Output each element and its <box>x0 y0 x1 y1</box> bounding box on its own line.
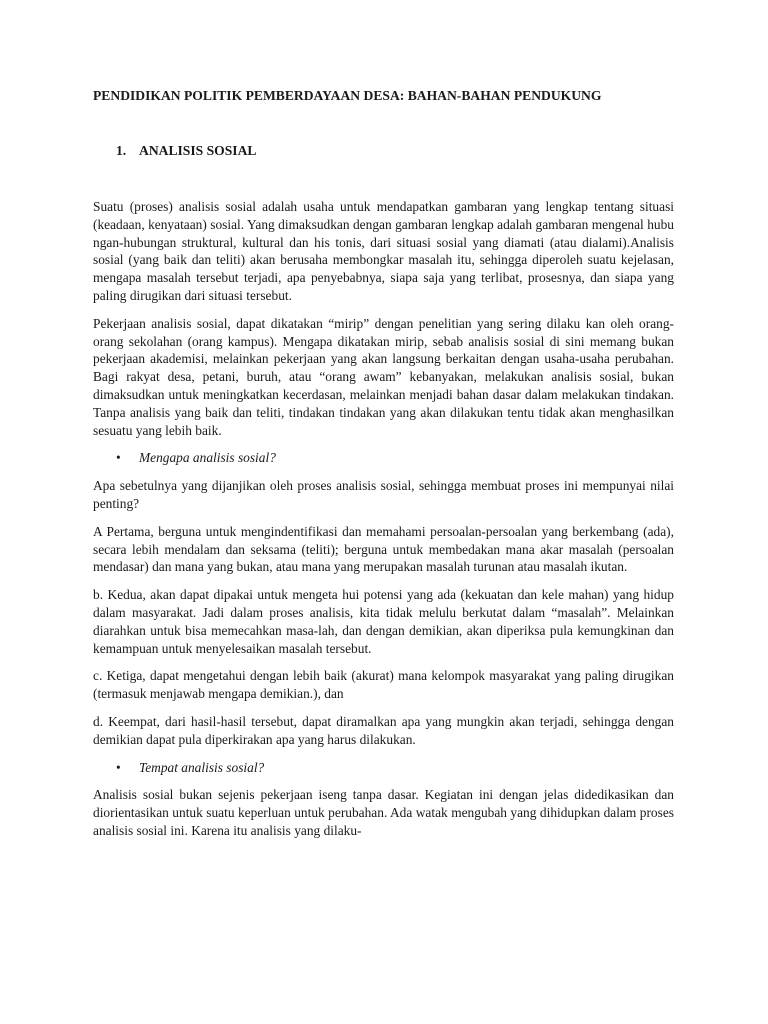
section-number: 1. <box>116 143 127 158</box>
paragraph-second: b. Kedua, akan dapat dipakai untuk mengeta hui potensi yang ada (kekuatan dan kele mahan) yang hidup dalam masyarakat. Jadi dalam proses analisis, kita tidak melulu berkutat dalam “masalah”. Melainkan diarahkan untuk bisa memecahkan masa-lah, dan dengan demikian, akan diperiksa pula kemungkinan dan kemampuan untuk menyelesaikan masalah tersebut. <box>93 587 674 656</box>
paragraph-work: Pekerjaan analisis sosial, dapat dikatakan “mirip” dengan penelitian yang sering dilaku kan oleh orang-orang sekolahan (orang kampus). Mengapa dikatakan mirip, sebab analisis sosial di sini memang bukan pekerjaan akademisi, melainkan pekerjaan yang akan langsung berkaitan dengan usaha-usaha perubahan. Bagi rakyat desa, petani, buruh, atau “orang awam” kebanyakan, melakukan analisis sosial, bukan dimaksudkan untuk meningkatkan kecerdasan, melainkan menjadi bahan dasar dalam melakukan tindakan. Tanpa analisis yang baik dan teliti, tindakan tindakan yang akan dilakukan tentu tidak akan menghasilkan sesuatu yang lebih baik. <box>93 315 674 438</box>
paragraph-intro: Suatu (proses) analisis sosial adalah usaha untuk mendapatkan gambaran yang lengkap tentang situasi (keadaan, kenyataan) sosial. Yang dimaksudkan dengan gambaran lengkap adalah gambaran mengenal hubu ngan-hubungan struktural, kultural dan his tonis, dari situasi sosial yang diamati (atau dialami).Analisis sosial (yang baik dan teliti) akan berusaha membongkar masalah itu, sehingga diperoleh suatu kejelasan, mengapa masalah tersebut terjadi, apa penyebabnya, siapa saja yang terlibat, prosesnya, dan siapa yang paling dirugikan dari situasi tersebut. <box>93 199 674 303</box>
paragraph-promise: Apa sebetulnya yang dijanjikan oleh proses analisis sosial, sehingga membuat proses ini mempunyai nilai penting? <box>93 478 674 511</box>
paragraph-third: c. Ketiga, dapat mengetahui dengan lebih baik (akurat) mana kelompok masyarakat yang paling dirugikan (termasuk menjawab mengapa demikian.), dan <box>93 668 674 702</box>
document-body <box>93 198 674 850</box>
bullet-text: Tempat analisis sosial? <box>139 759 265 775</box>
bullet-icon: • <box>116 759 121 775</box>
paragraph-first: A Pertama, berguna untuk mengindentifikasi dan memahami persoalan-persoalan yang berkembang (ada), secara lebih mendalam dan seksama (teliti); berguna untuk membedakan mana akar masalah (persoalan mendasar) dan mana yang bukan, atau mana yang merupakan masalah turunan atau masalah ikutan. <box>93 523 674 575</box>
section-heading <box>116 142 257 160</box>
bullet-place-analysis <box>93 759 674 777</box>
bullet-why-analysis <box>93 449 674 467</box>
paragraph-purpose: Analisis sosial bukan sejenis pekerjaan iseng tanpa dasar. Kegiatan ini dengan jelas didedikasikan dan diorientasikan untuk suatu keperluan untuk perubahan. Ada watak mengubah yang dihidupkan dalam proses analisis sosial ini. Karena itu analisis yang dilaku- <box>93 787 674 838</box>
bullet-icon: • <box>116 450 121 466</box>
section-title: ANALISIS SOSIAL <box>139 143 257 158</box>
bullet-text: Mengapa analisis sosial? <box>139 450 276 466</box>
document-title: PENDIDIKAN POLITIK PEMBERDAYAAN DESA: BAHAN-BAHAN PENDUKUNG <box>93 88 602 103</box>
paragraph-fourth: d. Keempat, dari hasil-hasil tersebut, dapat diramalkan apa yang mungkin akan terjadi, sehingga dengan demikian dapat pula diperkirakan apa yang harus dilakukan. <box>93 713 674 747</box>
